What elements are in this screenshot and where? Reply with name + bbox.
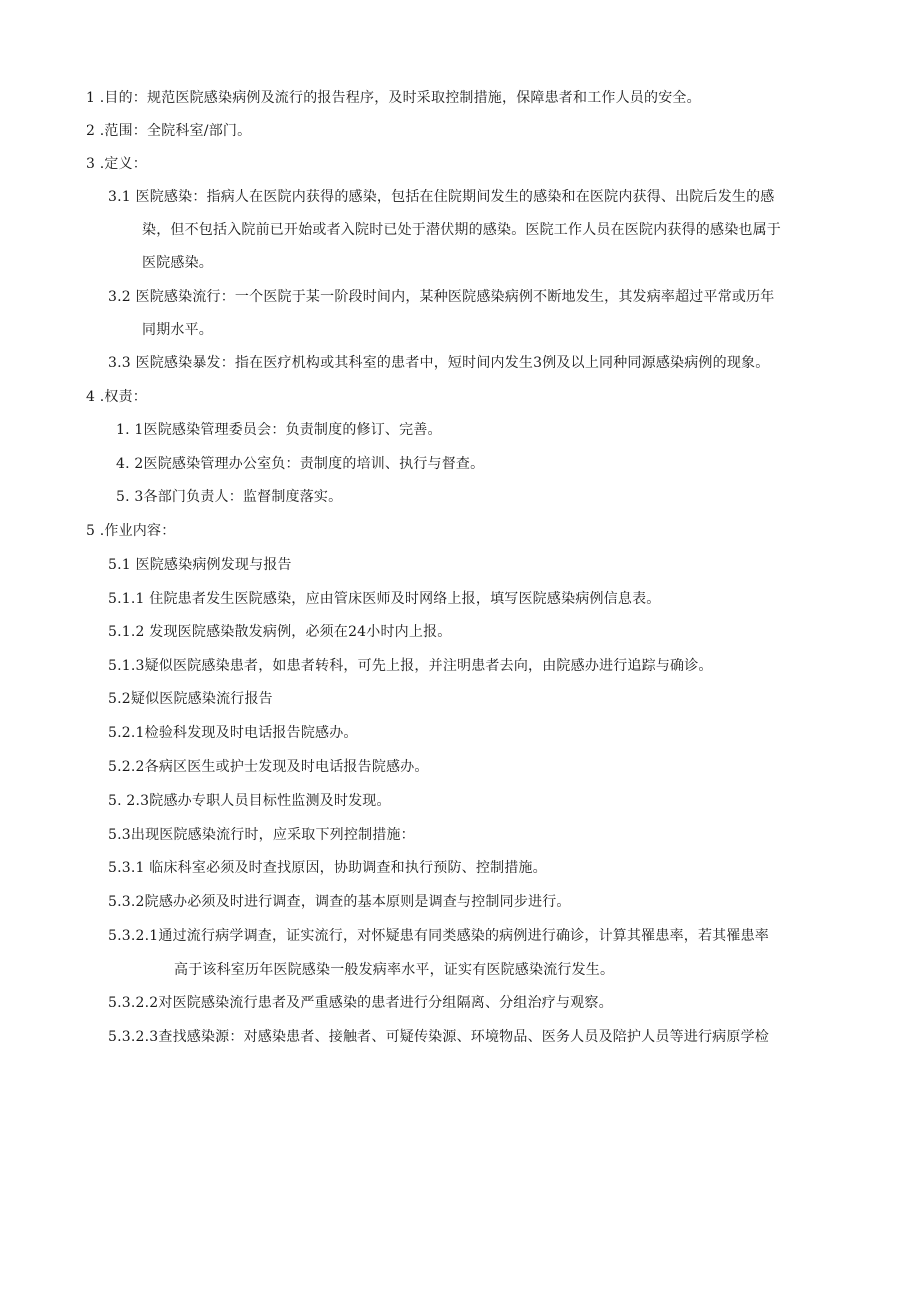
section-4-responsibilities: 4 .权责：	[86, 389, 148, 405]
definition-3-1-line-3: 医院感染。	[142, 255, 213, 271]
definition-3-3: 3.3 医院感染暴发：指在医疗机构或其科室的患者中，短时间内发生3例及以上同种同源感染病例的现象。	[108, 355, 770, 371]
definition-3-1-line-1: 3.1 医院感染：指病人在医院内获得的感染，包括在住院期间发生的感染和在医院内获得、出院后发生的感	[108, 189, 775, 205]
responsibility-item-3: 5. 3各部门负责人：监督制度落实。	[116, 489, 343, 505]
clause-5-2-1: 5.2.1检验科发现及时电话报告院感办。	[108, 725, 358, 741]
responsibility-item-1: 1. 1医院感染管理委员会：负责制度的修订、完善。	[116, 422, 442, 438]
clause-5-3-2: 5.3.2院感办必须及时进行调查，调查的基本原则是调查与控制同步进行。	[108, 894, 571, 910]
clause-5-3-2-1-line-1: 5.3.2.1通过流行病学调查，证实流行，对怀疑患有同类感染的病例进行确诊，计算其罹患率，若其罹患率	[108, 928, 769, 944]
section-3-definitions: 3 .定义：	[86, 156, 148, 172]
clause-5-1-3: 5.1.3疑似医院感染患者，如患者转科，可先上报，并注明患者去向，由院感办进行追踪与确诊。	[108, 658, 713, 674]
definition-3-2-line-2: 同期水平。	[142, 322, 213, 338]
clause-5-3: 5.3出现医院感染流行时，应采取下列控制措施：	[108, 827, 415, 843]
definition-3-1-line-2: 染，但不包括入院前已开始或者入院时已处于潜伏期的感染。医院工作人员在医院内获得的感染也属于	[142, 222, 781, 238]
section-5-operations: 5 .作业内容：	[86, 523, 176, 539]
responsibility-item-2: 4. 2医院感染管理办公室负：责制度的培训、执行与督查。	[116, 456, 485, 472]
clause-5-2: 5.2疑似医院感染流行报告	[108, 691, 273, 707]
section-2-scope: 2 .范围：全院科室/部门。	[86, 123, 252, 139]
clause-5-3-2-2: 5.3.2.2对医院感染流行患者及严重感染的患者进行分组隔离、分组治疗与观察。	[108, 995, 613, 1011]
clause-5-3-2-1-line-2: 高于该科室历年医院感染一般发病率水平，证实有医院感染流行发生。	[174, 962, 615, 978]
clause-5-1-1: 5.1.1 住院患者发生医院感染，应由管床医师及时网络上报，填写医院感染病例信息表。	[108, 591, 661, 607]
clause-5-2-3: 5. 2.3院感办专职人员目标性监测及时发现。	[108, 793, 391, 809]
clause-5-2-2: 5.2.2各病区医生或护士发现及时电话报告院感办。	[108, 759, 429, 775]
clause-5-1: 5.1 医院感染病例发现与报告	[108, 557, 292, 573]
clause-5-3-1: 5.3.1 临床科室必须及时查找原因，协助调查和执行预防、控制措施。	[108, 860, 547, 876]
clause-5-3-2-3: 5.3.2.3查找感染源：对感染患者、接触者、可疑传染源、环境物品、医务人员及陪护人员等进行病原学检	[108, 1029, 769, 1045]
section-1-purpose: 1 .目的：规范医院感染病例及流行的报告程序，及时采取控制措施，保障患者和工作人员的安全。	[86, 90, 701, 106]
clause-5-1-2: 5.1.2 发现医院感染散发病例，必须在24小时内上报。	[108, 624, 452, 640]
definition-3-2-line-1: 3.2 医院感染流行：一个医院于某一阶段时间内，某种医院感染病例不断地发生，其发病率超过平常或历年	[108, 289, 775, 305]
